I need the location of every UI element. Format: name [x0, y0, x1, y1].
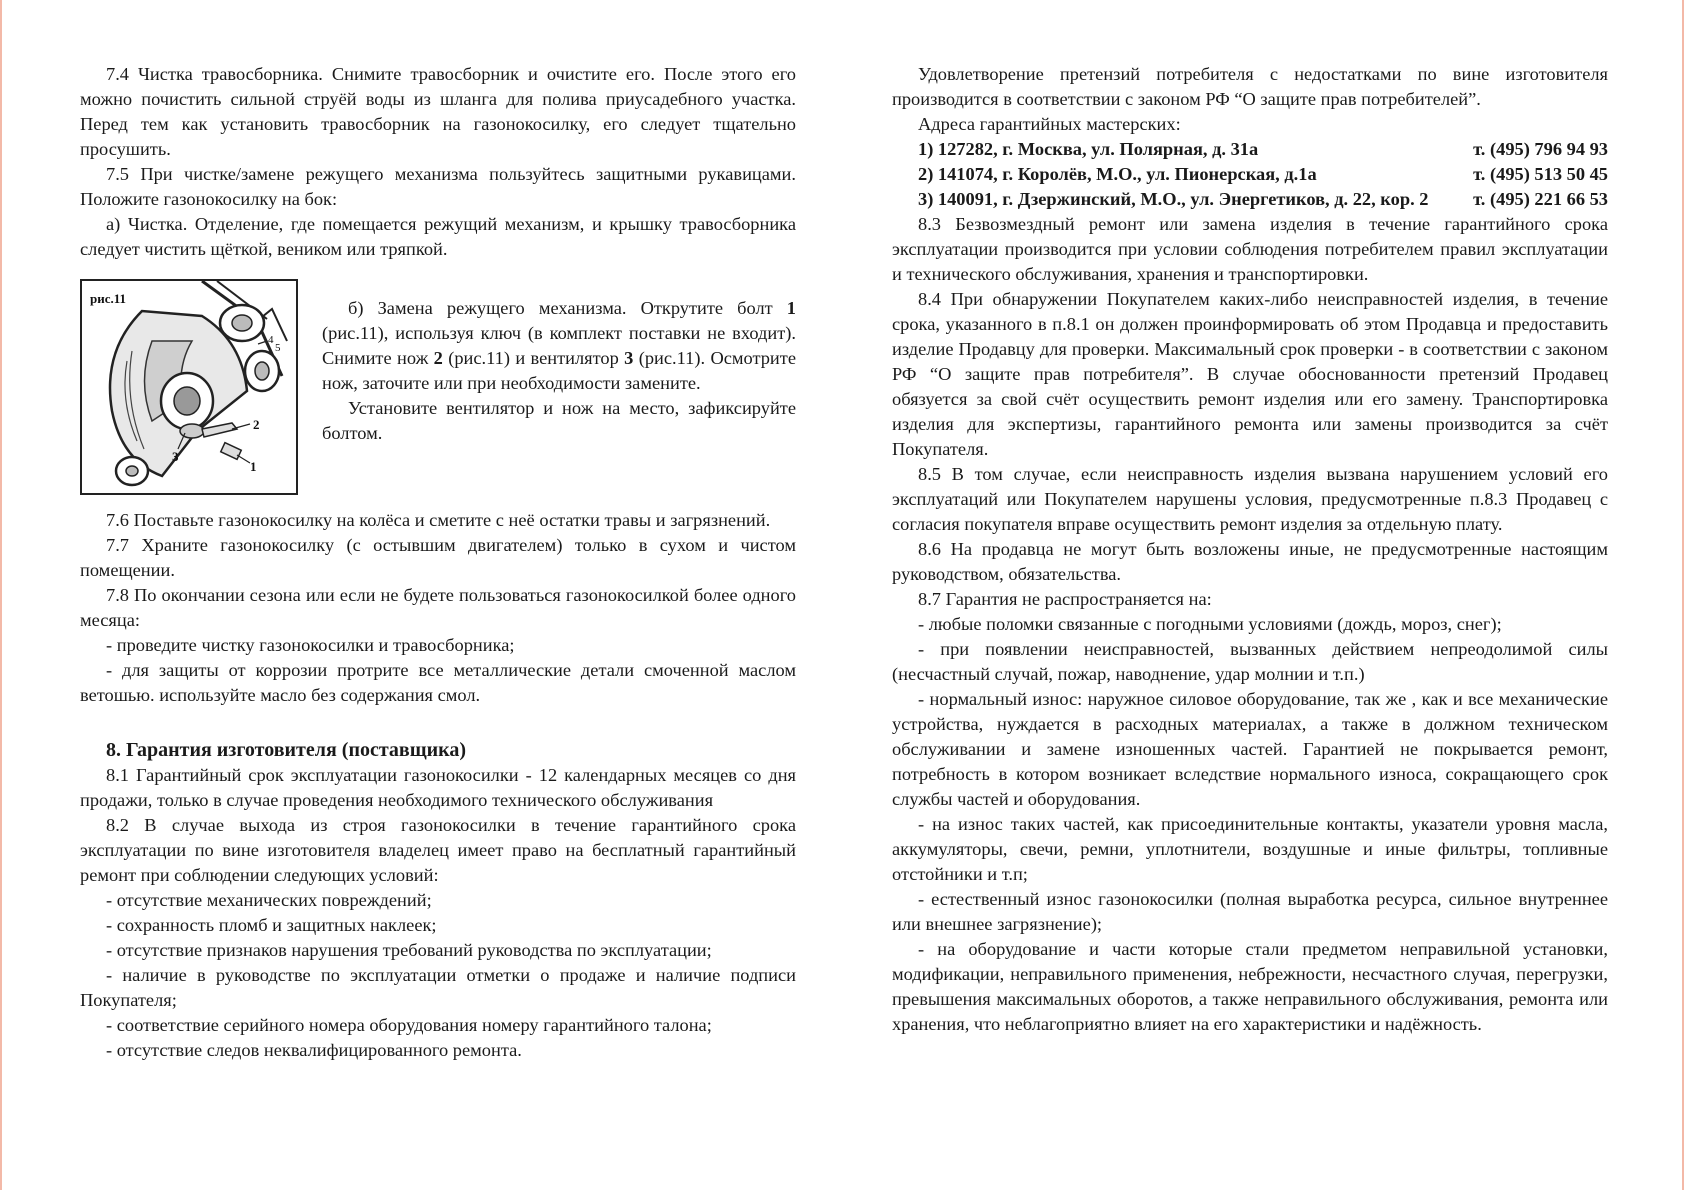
list-item: - при появлении неисправностей, вызванных действием непреодолимой силы (несчастный случай, пожар, наводнение, удар молнии и т.п.) — [892, 639, 1608, 684]
section-8-2: 8.2 В случае выхода из строя газонокосилки в течение гарантийного срока эксплуатации по вине изготовителя владелец имеет право на бесплатный гарантийный ремонт при соблюдении следующих условий: — [80, 815, 796, 885]
left-column — [80, 62, 796, 1063]
list-item: - нормальный износ: наружное силовое оборудование, так же , как и все механические устройства, нуждается в расходных материалах, а также в должном техническом обслуживании и замене изношенных частей. Гарантией не покрывается ремонт, потребность в котором возникает вследствие нормального износа, сокращающего срок службы частей и оборудования. — [892, 689, 1608, 809]
install-instruction: Установите вентилятор и нож на место, зафиксируйте болтом. — [322, 398, 796, 443]
section-8-6: 8.6 На продавца не могут быть возложены иные, не предусмотренные настоящим руководством, обязательства. — [892, 539, 1608, 584]
list-item: - наличие в руководстве по эксплуатации отметки о продаже и наличие подписи Покупателя; — [80, 965, 796, 1010]
figure-row — [80, 279, 796, 495]
callout-3: 3 — [172, 449, 179, 464]
list-item: - отсутствие механических повреждений; — [106, 890, 432, 910]
figure-caption-text — [322, 279, 796, 446]
claims-paragraph: Удовлетворение претензий потребителя с недостатками по вине изготовителя производится в соответствии с законом РФ “О защите прав потребителей”. — [892, 64, 1608, 109]
list-item: - на оборудование и части которые стали предметом неправильной установки, модификации, неправильного применения, небрежности, несчастного случая, перегрузки, превышения максимальных оборотов, а также неправильного обслуживания, ремонта или хранения, что неблагоприятно влияет на его характеристики и надёжность. — [892, 939, 1608, 1034]
list-item: - любые поломки связанные с погодными условиями (дождь, мороз, снег); — [918, 614, 1502, 634]
part-number: 1 — [786, 298, 796, 318]
section-8-7: 8.7 Гарантия не распространяется на: — [918, 589, 1212, 609]
list-item: - на износ таких частей, как присоединительные контакты, указатели уровня масла, аккумуляторы, свечи, ремни, уплотнители, воздушные и иные фильтры, топливные отстойники и т.п; — [892, 814, 1608, 884]
section-7-8: 7.8 По окончании сезона или если не будете пользоваться газонокосилкой более одного месяца: — [80, 585, 796, 630]
text-run: б) Замена режущего механизма. Открутите болт — [348, 298, 787, 318]
list-item: - отсутствие признаков нарушения требований руководства по эксплуатации; — [106, 940, 712, 960]
callout-5: 5 — [275, 342, 281, 354]
address-row — [892, 187, 1608, 212]
section-7-5: 7.5 При чистке/замене режущего механизма пользуйтесь защитными рукавицами. Положите газонокосилку на бок: — [80, 164, 796, 209]
list-item: - проведите чистку газонокосилки и травосборника; — [106, 635, 515, 655]
address-phone: т. (495) 513 50 45 — [1473, 164, 1608, 184]
text-run: (рис.11). Осмотрите нож, заточите или при необходимости замените. — [322, 348, 796, 393]
text-run: (рис.11) и вентилятор — [442, 348, 625, 368]
section-8-5: 8.5 В том случае, если неисправность изделия вызвана нарушением условий его эксплуатаций или Покупателем нарушены условия, предусмотренные п.8.3 Продавец с согласия покупателя вправе осуществить ремонт изделия за отдельную плату. — [892, 464, 1608, 534]
right-column — [892, 62, 1608, 1037]
list-item: - соответствие серийного номера оборудования номеру гарантийного талона; — [106, 1015, 712, 1035]
section-7-7: 7.7 Храните газонокосилку (с остывшим двигателем) только в сухом и чистом помещении. — [80, 535, 796, 580]
text-run: (рис.11), используя ключ (в комплект поставки не входит). Снимите нож — [322, 323, 796, 368]
list-item: - естественный износ газонокосилки (полная выработка ресурса, сильное внутреннее или внешнее загрязнение); — [892, 889, 1608, 934]
address-text: 3) 140091, г. Дзержинский, М.О., ул. Энергетиков, д. 22, кор. 2 — [918, 189, 1429, 209]
figure-label: рис.11 — [90, 291, 127, 306]
section-7-6: 7.6 Поставьте газонокосилку на колёса и сметите с неё остатки травы и загрязнений. — [106, 510, 771, 530]
section-8-1: 8.1 Гарантийный срок эксплуатации газонокосилки - 12 календарных месяцев со дня продажи, только в случае проведения необходимого технического обслуживания — [80, 765, 796, 810]
section-8-heading: 8. Гарантия изготовителя (поставщика) — [106, 739, 467, 761]
section-8-4: 8.4 При обнаружении Покупателем каких-либо неисправностей изделия, в течение срока, указанного в п.8.1 он должен проинформировать об этом Продавца и предоставить изделие Продавцу для проверки. Максимальный срок проверки - в соответствии с законом РФ “О защите прав потребителя”. В случае обоснованности претензий Продавец обязуется за свой счёт осуществить ремонт изделия или его замену. Транспортировка изделия для экспертизы, гарантийного ремонта или замены производится за счёт Покупателя. — [892, 289, 1608, 459]
part-number: 3 — [624, 348, 634, 368]
section-7-5-a: а) Чистка. Отделение, где помещается режущий механизм, и крышку травосборника следует чистить щёткой, веником или тряпкой. — [80, 214, 796, 259]
address-text: 1) 127282, г. Москва, ул. Полярная, д. 31а — [918, 139, 1259, 159]
figure-11 — [80, 279, 298, 495]
address-phone: т. (495) 221 66 53 — [1473, 189, 1608, 209]
callout-1: 1 — [250, 459, 257, 474]
address-row — [892, 137, 1608, 162]
addresses-title: Адреса гарантийных мастерских: — [918, 114, 1181, 134]
list-item: - сохранность пломб и защитных наклеек; — [106, 915, 437, 935]
section-7-4: 7.4 Чистка травосборника. Снимите травосборник и очистите его. После этого его можно почистить сильной струёй воды из шланга для полива приусадебного участка. Перед тем как установить травосборник на газонокосилку, его следует тщательно просушить. — [80, 64, 796, 159]
callout-4: 4 — [268, 334, 274, 346]
part-number: 2 — [433, 348, 443, 368]
list-item: - для защиты от коррозии протрите все металлические детали смоченной маслом ветошью. используйте масло без содержания смол. — [80, 660, 796, 705]
page-edge-left — [0, 0, 2, 1190]
address-phone: т. (495) 796 94 93 — [1473, 139, 1608, 159]
address-text: 2) 141074, г. Королёв, М.О., ул. Пионерская, д.1а — [918, 164, 1317, 184]
section-8-3: 8.3 Безвозмездный ремонт или замена изделия в течение гарантийного срока эксплуатации производится при условии соблюдения потребителем правил эксплуатации и технического обслуживания, хранения и транспортировки. — [892, 214, 1608, 284]
address-row — [892, 162, 1608, 187]
list-item: - отсутствие следов неквалифицированного ремонта. — [106, 1040, 522, 1060]
lawnmower-drawing — [82, 281, 296, 493]
section-7-5-b — [322, 296, 796, 396]
callout-2: 2 — [253, 417, 260, 432]
